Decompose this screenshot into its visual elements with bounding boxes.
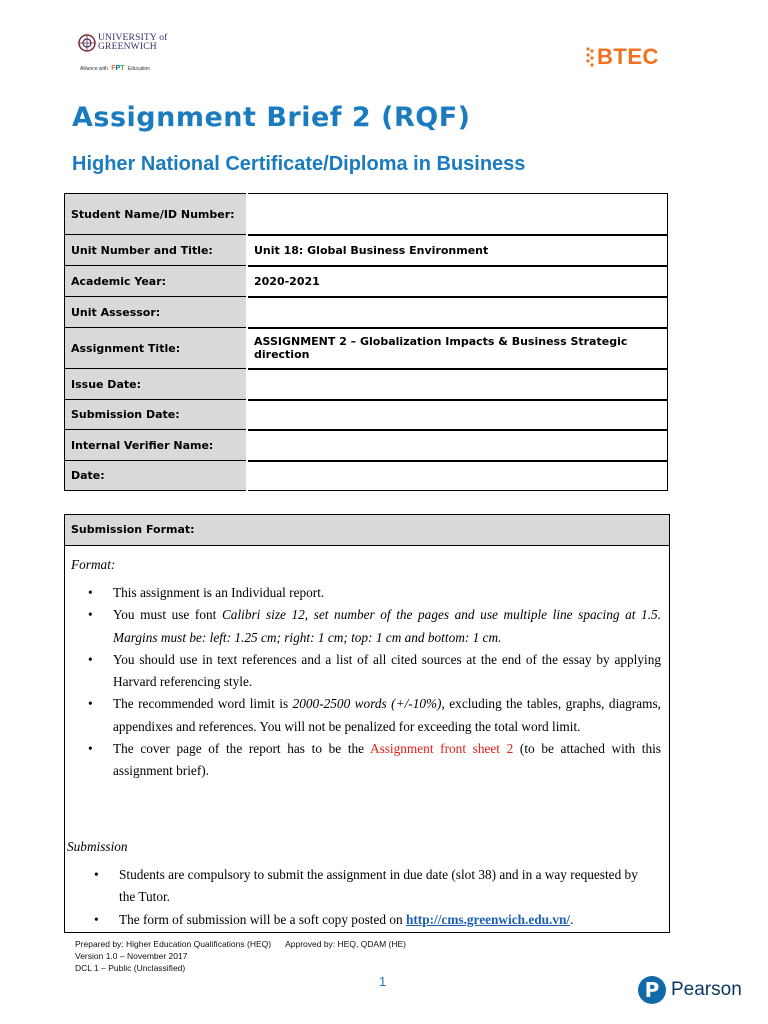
issue-date-value (247, 369, 668, 400)
pearson-wordmark: Pearson (671, 979, 742, 1000)
page-title: Assignment Brief 2 (RQF) (72, 102, 471, 133)
format-item-4-text: The recommended word limit is (113, 696, 293, 712)
prepared-by: Prepared by: Higher Education Qualifications (HEQ) (75, 939, 272, 949)
submission-date-value (247, 400, 668, 430)
alliance-prefix: Alliance with (80, 66, 108, 72)
format-item-4-rest: , excluding the tables, graphs, diagrams, appendixes and references. You will not be penalized for exceeding the total word limit. (113, 696, 661, 734)
verifier-label: Internal Verifier Name: (65, 430, 248, 461)
unit-value: Unit 18: Global Business Environment (247, 235, 668, 266)
front-sheet-highlight: Assignment front sheet 2 (369, 741, 514, 757)
table-row (65, 369, 668, 400)
btec-wordmark: BTEC (597, 44, 659, 69)
submission-date-label: Submission Date: (65, 400, 248, 430)
footer (75, 938, 406, 974)
university-name-line2: GREENWICH (98, 42, 157, 52)
fpt-logo: FPT (111, 65, 125, 72)
list-item (85, 604, 661, 649)
year-label: Academic Year: (65, 266, 248, 297)
page-number: 1 (379, 974, 387, 989)
alliance-line (80, 65, 150, 72)
format-item-3-text: You should use in text references and a list of all cited sources at the end of the essay by applying Harvard referencing style. (113, 651, 661, 690)
year-value: 2020-2021 (247, 266, 668, 297)
table-row (65, 328, 668, 369)
assessor-label: Unit Assessor: (65, 297, 248, 328)
list-item (91, 864, 651, 909)
format-list (85, 582, 661, 783)
submission-format-header: Submission Format: (65, 515, 669, 546)
approved-by: Approved by: HEQ, QDAM (HE) (285, 939, 406, 949)
format-item-2-text: You must use font (113, 607, 222, 623)
word-limit-italic: 2000-2500 words (+/-10%) (292, 696, 442, 712)
dcl-text: DCL 1 – Public (Unclassified) (75, 963, 186, 973)
submission-item-2-text: The form of submission will be a soft copy posted on (119, 911, 406, 927)
format-item-2-italic: Calibri size 12, set number of the pages and use multiple line spacing at 1.5. Margins must be: left: 1.25 cm; right: 1 cm; top: 1 cm and bottom: 1 cm. (113, 607, 662, 645)
assessor-value (247, 297, 668, 328)
format-item-5-text: The cover page of the report has to be the (113, 741, 370, 757)
student-label: Student Name/ID Number: (65, 194, 248, 235)
unit-label: Unit Number and Title: (65, 235, 248, 266)
table-row (65, 266, 668, 297)
submission-heading: Submission (67, 839, 128, 854)
version-text: Version 1.0 – November 2017 (75, 951, 188, 961)
pearson-p-icon: P (638, 976, 666, 1004)
list-item (85, 649, 661, 694)
assignment-title-label: Assignment Title: (65, 328, 248, 369)
student-value (247, 194, 668, 235)
format-item-5-rest: (to be attached with this assignment brief). (113, 741, 661, 779)
date-value (247, 461, 668, 491)
table-row (65, 400, 668, 430)
submission-format-box (64, 514, 670, 933)
alliance-suffix: Education (127, 66, 151, 72)
footer-line-1 (75, 938, 406, 950)
table-row (65, 461, 668, 491)
university-name-line1: UNIVERSITY of (98, 33, 168, 43)
submission-list (91, 864, 651, 931)
assignment-title-value: ASSIGNMENT 2 – Globalization Impacts & Business Strategic direction (247, 328, 668, 369)
verifier-value (247, 430, 668, 461)
list-item (85, 693, 661, 738)
issue-date-label: Issue Date: (65, 369, 248, 400)
table-row (65, 297, 668, 328)
date-label: Date: (65, 461, 248, 491)
submission-item-2-rest: . (570, 911, 574, 927)
table-row (65, 430, 668, 461)
table-row (65, 235, 668, 266)
list-item (85, 738, 661, 783)
crest-icon (78, 34, 96, 52)
format-heading: Format: (71, 557, 116, 572)
list-item (85, 582, 661, 604)
format-item-1-text: This assignment is an Individual report. (113, 585, 325, 600)
cms-link[interactable]: http://cms.greenwich.edu.vn/ (405, 911, 571, 927)
list-item (91, 909, 651, 931)
btec-dots-icon (585, 46, 595, 68)
page-subtitle: Higher National Certificate/Diploma in Business (72, 153, 526, 175)
university-of-greenwich-logo (78, 34, 188, 78)
assignment-info-table (64, 193, 668, 491)
submission-item-1-text: Students are compulsory to submit the assignment in due date (slot 38) and in a way requested by the Tutor. (119, 867, 638, 905)
table-row (65, 194, 668, 235)
